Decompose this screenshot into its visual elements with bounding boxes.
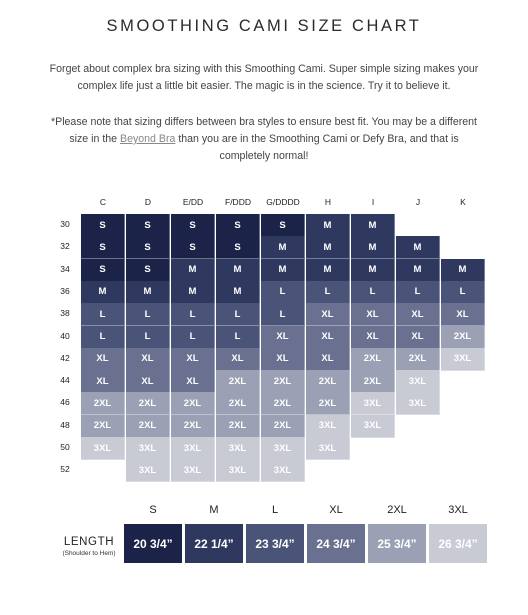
size-cell: L [396, 281, 440, 304]
cup-size-header: G/DDDD [266, 197, 300, 207]
size-cell: 3XL [81, 437, 125, 460]
cup-size-header: E/DD [182, 197, 204, 207]
size-cell: L [171, 303, 215, 326]
size-cell: 2XL [396, 348, 440, 371]
size-cell: 2XL [171, 392, 215, 415]
size-cell: L [126, 326, 170, 349]
size-cell: 2XL [261, 415, 305, 438]
size-cell: L [306, 281, 350, 304]
band-size-header: 34 [60, 263, 70, 274]
size-cell: M [171, 281, 215, 304]
cup-size-header: I [371, 197, 375, 207]
band-size-header: 32 [60, 241, 70, 252]
size-cell: 2XL [126, 415, 170, 438]
length-size-header: 3XL [448, 504, 468, 516]
size-cell: 3XL [351, 392, 395, 415]
size-cell: XL [396, 303, 440, 326]
size-cell: 3XL [396, 370, 440, 393]
size-cell: S [81, 236, 125, 259]
size-cell: 3XL [216, 459, 260, 482]
cup-size-header: J [415, 197, 421, 207]
size-cell: 3XL [306, 437, 350, 460]
length-value-box: 25 3/4” [368, 524, 426, 563]
band-size-header: 50 [60, 442, 70, 452]
size-cell: 3XL [126, 459, 170, 482]
size-cell: L [261, 303, 305, 326]
size-cell: 2XL [216, 392, 260, 415]
size-cell: 3XL [396, 392, 440, 415]
size-cell: L [81, 303, 125, 326]
size-cell: XL [81, 348, 125, 371]
length-value-box: 23 3/4” [246, 524, 304, 563]
sizing-note-text: than you are in the Smoothing Cami or Defy Bra, and that is completely normal! [175, 133, 459, 162]
size-cell: M [81, 281, 125, 304]
size-cell: XL [351, 326, 395, 349]
size-cell: XL [171, 370, 215, 393]
size-cell: M [396, 259, 440, 282]
size-cell: 3XL [126, 437, 170, 460]
size-cell: L [351, 281, 395, 304]
size-cell: 3XL [261, 459, 305, 482]
sizing-note [44, 114, 484, 165]
cup-size-header: D [144, 197, 152, 207]
size-cell: 3XL [261, 437, 305, 460]
band-size-header: 52 [60, 464, 70, 475]
size-cell: XL [306, 303, 350, 326]
length-value-box: 26 3/4” [429, 524, 487, 563]
size-cell: XL [126, 348, 170, 371]
band-size-header: 40 [60, 330, 70, 341]
length-value-box: 22 1/4” [185, 524, 243, 563]
size-cell: XL [441, 303, 485, 326]
size-cell: 3XL [216, 437, 260, 460]
size-cell: L [171, 326, 215, 349]
size-cell: XL [216, 348, 260, 371]
size-cell: XL [126, 370, 170, 393]
length-size-header: XL [329, 504, 343, 516]
size-cell: S [171, 236, 215, 259]
size-cell: 2XL [306, 370, 350, 393]
size-cell: M [171, 259, 215, 282]
size-cell: M [441, 259, 485, 282]
length-sublabel: (Shoulder to Hem) [62, 550, 116, 557]
length-size-header: 2XL [387, 504, 407, 516]
cup-size-header: H [324, 197, 332, 207]
size-cell: M [126, 281, 170, 304]
size-cell: M [396, 236, 440, 259]
size-cell: XL [306, 326, 350, 349]
size-cell: 2XL [81, 415, 125, 438]
size-cell: 3XL [306, 415, 350, 438]
band-size-header: 48 [60, 419, 70, 430]
size-cell: 2XL [216, 370, 260, 393]
size-cell: M [306, 214, 350, 237]
size-cell: 2XL [261, 392, 305, 415]
size-cell: 3XL [441, 348, 485, 371]
cup-size-header: F/DDD [225, 197, 251, 207]
size-cell: 3XL [171, 437, 215, 460]
length-size-header: S [149, 504, 157, 516]
sizing-note-text: *Please note that sizing differs between bra styles to ensure best fit. You may be a different size in the [51, 116, 477, 145]
size-cell: S [126, 236, 170, 259]
cup-size-header: C [99, 197, 107, 207]
size-cell: M [216, 259, 260, 282]
cup-size-header: K [460, 197, 466, 207]
size-cell: XL [261, 326, 305, 349]
size-cell: XL [351, 303, 395, 326]
size-cell: L [216, 326, 260, 349]
size-cell: M [351, 236, 395, 259]
size-cell: S [216, 214, 260, 237]
size-cell: 2XL [261, 370, 305, 393]
size-cell: 2XL [351, 370, 395, 393]
size-cell: M [351, 214, 395, 237]
size-cell: XL [261, 348, 305, 371]
size-cell: M [216, 281, 260, 304]
size-cell: 2XL [306, 392, 350, 415]
size-cell: L [81, 326, 125, 349]
length-value-box: 24 3/4” [307, 524, 365, 563]
band-size-header: 30 [60, 219, 70, 229]
intro-paragraph: Forget about complex bra sizing with this Smoothing Cami. Super simple sizing makes your complex life just a little bit easier. The magic is in the science. Try it to believe it. [49, 63, 479, 92]
length-value-box: 20 3/4” [124, 524, 182, 563]
size-cell: S [171, 214, 215, 237]
size-cell: L [126, 303, 170, 326]
size-cell: 2XL [81, 392, 125, 415]
size-cell: 2XL [441, 326, 485, 349]
size-cell: 3XL [171, 459, 215, 482]
size-cell: L [261, 281, 305, 304]
size-cell: L [441, 281, 485, 304]
band-size-header: 46 [60, 397, 70, 408]
size-cell: S [261, 214, 305, 237]
size-cell: S [126, 214, 170, 237]
size-cell: XL [306, 348, 350, 371]
length-label: LENGTH [63, 536, 115, 548]
size-cell: S [81, 214, 125, 237]
page-title: SMOOTHING CAMI SIZE CHART [106, 17, 422, 35]
length-size-header: M [209, 504, 219, 516]
band-size-header: 44 [60, 375, 70, 386]
beyond-bra-link[interactable]: Beyond Bra [120, 133, 176, 145]
size-cell: 3XL [351, 415, 395, 438]
size-cell: XL [81, 370, 125, 393]
size-cell: M [306, 236, 350, 259]
size-cell: M [261, 259, 305, 282]
size-cell: 2XL [171, 415, 215, 438]
size-cell: L [216, 303, 260, 326]
size-cell: S [216, 236, 260, 259]
band-size-header: 38 [60, 308, 70, 319]
size-cell: 2XL [126, 392, 170, 415]
size-cell: S [126, 259, 170, 282]
size-cell: 2XL [216, 415, 260, 438]
size-cell: M [261, 236, 305, 259]
size-cell: 2XL [351, 348, 395, 371]
size-cell: XL [396, 326, 440, 349]
size-cell: M [306, 259, 350, 282]
size-cell: S [81, 259, 125, 282]
size-cell: M [351, 259, 395, 282]
band-size-header: 42 [60, 352, 70, 363]
length-size-header: L [271, 504, 279, 516]
size-cell: XL [171, 348, 215, 371]
band-size-header: 36 [60, 285, 70, 296]
